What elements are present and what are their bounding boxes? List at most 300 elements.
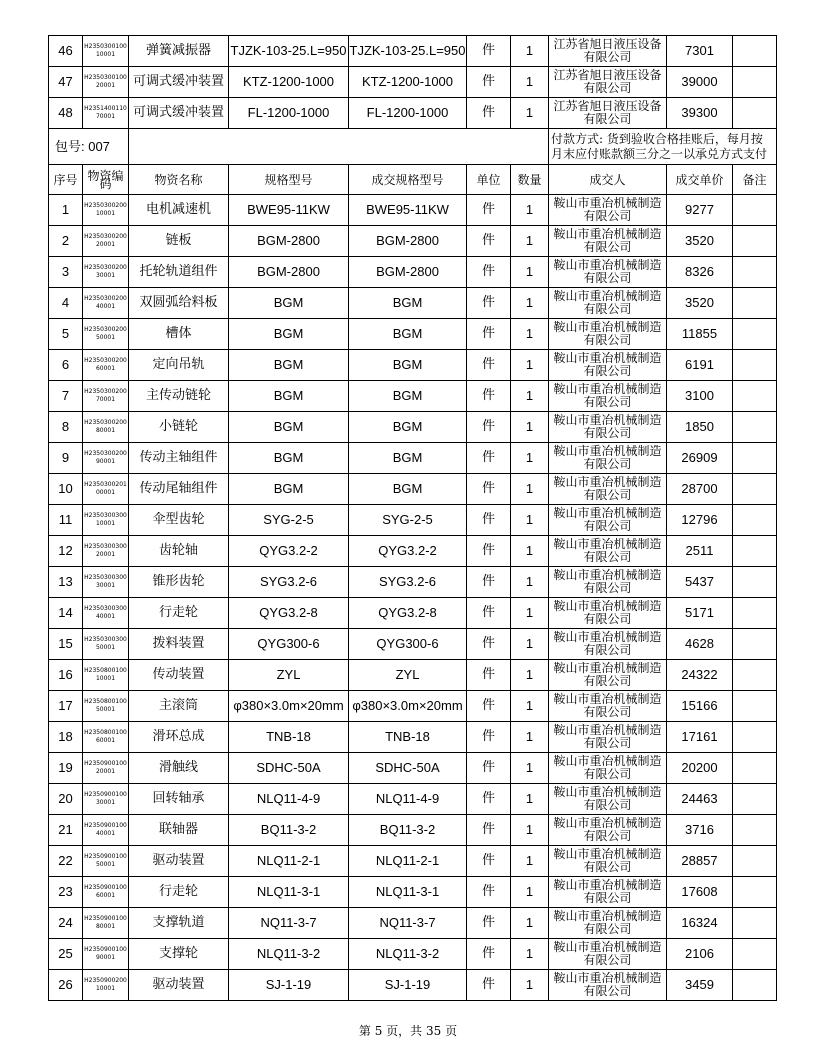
remark (733, 846, 777, 877)
quantity: 1 (511, 598, 549, 629)
spec: BGM (229, 288, 349, 319)
material-name: 齿轮轴 (129, 536, 229, 567)
header-qty: 数量 (511, 165, 549, 195)
header-deal-spec: 成交规格型号 (349, 165, 467, 195)
unit: 件 (467, 350, 511, 381)
table-row (49, 226, 777, 257)
quantity: 1 (511, 36, 549, 67)
remark (733, 505, 777, 536)
table-row (49, 443, 777, 474)
remark (733, 970, 777, 1001)
material-code: H235090010060001 (83, 877, 129, 908)
row-no: 17 (49, 691, 83, 722)
remark (733, 691, 777, 722)
table-row (49, 319, 777, 350)
deal-spec: TNB-18 (349, 722, 467, 753)
quantity: 1 (511, 877, 549, 908)
material-code: H235080010050001 (83, 691, 129, 722)
unit: 件 (467, 908, 511, 939)
table-row (49, 722, 777, 753)
remark (733, 660, 777, 691)
spec: φ380×3.0m×20mm (229, 691, 349, 722)
table-row (49, 691, 777, 722)
remark (733, 784, 777, 815)
row-no: 9 (49, 443, 83, 474)
material-code: H235090010040001 (83, 815, 129, 846)
column-header-row (49, 165, 777, 195)
table-row (49, 598, 777, 629)
row-no: 6 (49, 350, 83, 381)
unit-price: 11855 (667, 319, 733, 350)
table-row (49, 350, 777, 381)
vendor: 鞍山市重冶机械制造有限公司 (549, 753, 667, 784)
row-no: 18 (49, 722, 83, 753)
remark (733, 536, 777, 567)
material-code: H235030020070001 (83, 381, 129, 412)
material-name: 可调式缓冲装置 (129, 98, 229, 129)
material-name: 小链轮 (129, 412, 229, 443)
unit-price: 3100 (667, 381, 733, 412)
remark (733, 722, 777, 753)
unit-price: 28700 (667, 474, 733, 505)
spec: SYG-2-5 (229, 505, 349, 536)
material-name: 弹簧减振器 (129, 36, 229, 67)
spec: TJZK-103-25.L=950 (229, 36, 349, 67)
vendor: 江苏省旭日液压设备有限公司 (549, 67, 667, 98)
unit: 件 (467, 257, 511, 288)
material-name: 拨料装置 (129, 629, 229, 660)
quantity: 1 (511, 815, 549, 846)
material-code: H235080010010001 (83, 660, 129, 691)
page-footer: 第 5 页，共 35 页 (358, 1024, 458, 1038)
material-name: 支撑轮 (129, 939, 229, 970)
table-row (49, 288, 777, 319)
quantity: 1 (511, 784, 549, 815)
unit: 件 (467, 36, 511, 67)
remark (733, 67, 777, 98)
spec: QYG300-6 (229, 629, 349, 660)
material-name: 传动尾轴组件 (129, 474, 229, 505)
row-no: 2 (49, 226, 83, 257)
unit: 件 (467, 722, 511, 753)
quantity: 1 (511, 288, 549, 319)
package-header (49, 129, 777, 195)
material-name: 滑环总成 (129, 722, 229, 753)
unit-price: 39000 (667, 67, 733, 98)
vendor: 鞍山市重冶机械制造有限公司 (549, 784, 667, 815)
material-code: H235030010010001 (83, 36, 129, 67)
deal-spec: BGM (349, 319, 467, 350)
material-name: 联轴器 (129, 815, 229, 846)
material-code: H235090010080001 (83, 908, 129, 939)
material-code: H235090010090001 (83, 939, 129, 970)
unit-price: 6191 (667, 350, 733, 381)
remark (733, 443, 777, 474)
spec: BGM (229, 474, 349, 505)
quantity: 1 (511, 443, 549, 474)
spec: QYG3.2-2 (229, 536, 349, 567)
vendor: 鞍山市重冶机械制造有限公司 (549, 195, 667, 226)
row-no: 16 (49, 660, 83, 691)
unit: 件 (467, 505, 511, 536)
quantity: 1 (511, 257, 549, 288)
deal-spec: BWE95-11KW (349, 195, 467, 226)
vendor: 鞍山市重冶机械制造有限公司 (549, 815, 667, 846)
quantity: 1 (511, 319, 549, 350)
unit-price: 2106 (667, 939, 733, 970)
vendor: 鞍山市重冶机械制造有限公司 (549, 288, 667, 319)
unit-price: 5437 (667, 567, 733, 598)
unit-price: 16324 (667, 908, 733, 939)
vendor: 鞍山市重冶机械制造有限公司 (549, 877, 667, 908)
remark (733, 474, 777, 505)
deal-spec: BQ11-3-2 (349, 815, 467, 846)
spec: BGM (229, 443, 349, 474)
spec: ZYL (229, 660, 349, 691)
unit-price: 9277 (667, 195, 733, 226)
deal-spec: SYG-2-5 (349, 505, 467, 536)
spec: BQ11-3-2 (229, 815, 349, 846)
material-code: H235030020020001 (83, 226, 129, 257)
spec: NLQ11-4-9 (229, 784, 349, 815)
unit-price: 2511 (667, 536, 733, 567)
header-unit: 单位 (467, 165, 511, 195)
remark (733, 350, 777, 381)
deal-spec: QYG300-6 (349, 629, 467, 660)
deal-spec: BGM (349, 474, 467, 505)
unit-price: 12796 (667, 505, 733, 536)
material-code: H235030020030001 (83, 257, 129, 288)
vendor: 鞍山市重冶机械制造有限公司 (549, 443, 667, 474)
unit: 件 (467, 753, 511, 784)
quantity: 1 (511, 722, 549, 753)
remark (733, 598, 777, 629)
material-name: 回转轴承 (129, 784, 229, 815)
remark (733, 412, 777, 443)
unit-price: 8326 (667, 257, 733, 288)
row-no: 11 (49, 505, 83, 536)
remark (733, 753, 777, 784)
remark (733, 288, 777, 319)
vendor: 鞍山市重冶机械制造有限公司 (549, 474, 667, 505)
remark (733, 195, 777, 226)
unit-price: 17608 (667, 877, 733, 908)
deal-spec: BGM-2800 (349, 226, 467, 257)
vendor: 鞍山市重冶机械制造有限公司 (549, 226, 667, 257)
material-name: 定向吊轨 (129, 350, 229, 381)
deal-spec: NQ11-3-7 (349, 908, 467, 939)
vendor: 鞍山市重冶机械制造有限公司 (549, 505, 667, 536)
spec: BGM-2800 (229, 226, 349, 257)
row-no: 24 (49, 908, 83, 939)
unit: 件 (467, 195, 511, 226)
vendor: 鞍山市重冶机械制造有限公司 (549, 567, 667, 598)
material-code: H235030030050001 (83, 629, 129, 660)
material-code: H235090010050001 (83, 846, 129, 877)
row-no: 23 (49, 877, 83, 908)
quantity: 1 (511, 350, 549, 381)
deal-spec: BGM-2800 (349, 257, 467, 288)
vendor: 鞍山市重冶机械制造有限公司 (549, 412, 667, 443)
deal-spec: SYG3.2-6 (349, 567, 467, 598)
remark (733, 939, 777, 970)
unit: 件 (467, 443, 511, 474)
quantity: 1 (511, 98, 549, 129)
table-row (49, 846, 777, 877)
material-name: 链板 (129, 226, 229, 257)
unit: 件 (467, 67, 511, 98)
table-row (49, 877, 777, 908)
material-code: H235080010060001 (83, 722, 129, 753)
material-code: H235030020060001 (83, 350, 129, 381)
unit: 件 (467, 660, 511, 691)
material-code: H235030020010001 (83, 195, 129, 226)
spec: BGM (229, 412, 349, 443)
material-code: H235140011070001 (83, 98, 129, 129)
header-code: 物资编码 (83, 165, 129, 195)
row-no: 20 (49, 784, 83, 815)
table-row (49, 474, 777, 505)
unit-price: 3716 (667, 815, 733, 846)
deal-spec: BGM (349, 381, 467, 412)
table-row (49, 257, 777, 288)
deal-spec: KTZ-1200-1000 (349, 67, 467, 98)
previous-package-rows (49, 36, 777, 129)
table-row (49, 629, 777, 660)
vendor: 鞍山市重冶机械制造有限公司 (549, 629, 667, 660)
spec: TNB-18 (229, 722, 349, 753)
procurement-table (48, 35, 777, 1001)
quantity: 1 (511, 226, 549, 257)
quantity: 1 (511, 536, 549, 567)
unit: 件 (467, 629, 511, 660)
document-page (48, 35, 777, 1001)
quantity: 1 (511, 691, 549, 722)
row-no: 10 (49, 474, 83, 505)
table-row (49, 970, 777, 1001)
deal-spec: φ380×3.0m×20mm (349, 691, 467, 722)
material-name: 主滚筒 (129, 691, 229, 722)
spec: BGM (229, 350, 349, 381)
quantity: 1 (511, 846, 549, 877)
quantity: 1 (511, 908, 549, 939)
vendor: 鞍山市重冶机械制造有限公司 (549, 846, 667, 877)
vendor: 江苏省旭日液压设备有限公司 (549, 98, 667, 129)
row-no: 48 (49, 98, 83, 129)
deal-spec: ZYL (349, 660, 467, 691)
material-name: 双圆弧给料板 (129, 288, 229, 319)
remark (733, 36, 777, 67)
spec: NLQ11-3-2 (229, 939, 349, 970)
material-code: H235030030020001 (83, 536, 129, 567)
unit: 件 (467, 381, 511, 412)
material-name: 锥形齿轮 (129, 567, 229, 598)
deal-spec: FL-1200-1000 (349, 98, 467, 129)
unit: 件 (467, 319, 511, 350)
quantity: 1 (511, 939, 549, 970)
material-code: H235030030040001 (83, 598, 129, 629)
material-name: 行走轮 (129, 598, 229, 629)
material-code: H235030020040001 (83, 288, 129, 319)
unit-price: 5171 (667, 598, 733, 629)
spec: NQ11-3-7 (229, 908, 349, 939)
unit: 件 (467, 567, 511, 598)
spec: FL-1200-1000 (229, 98, 349, 129)
deal-spec: NLQ11-2-1 (349, 846, 467, 877)
unit: 件 (467, 412, 511, 443)
vendor: 鞍山市重冶机械制造有限公司 (549, 257, 667, 288)
material-name: 滑触线 (129, 753, 229, 784)
material-name: 驱动装置 (129, 970, 229, 1001)
vendor: 鞍山市重冶机械制造有限公司 (549, 536, 667, 567)
unit: 件 (467, 691, 511, 722)
row-no: 46 (49, 36, 83, 67)
unit-price: 24322 (667, 660, 733, 691)
row-no: 7 (49, 381, 83, 412)
table-row (49, 753, 777, 784)
deal-spec: TJZK-103-25.L=950 (349, 36, 467, 67)
quantity: 1 (511, 195, 549, 226)
material-code: H235030020050001 (83, 319, 129, 350)
deal-spec: BGM (349, 412, 467, 443)
quantity: 1 (511, 567, 549, 598)
spec: SYG3.2-6 (229, 567, 349, 598)
deal-spec: BGM (349, 288, 467, 319)
table-row (49, 505, 777, 536)
material-code: H235030020100001 (83, 474, 129, 505)
material-code: H235030030010001 (83, 505, 129, 536)
header-name: 物资名称 (129, 165, 229, 195)
row-no: 47 (49, 67, 83, 98)
row-no: 13 (49, 567, 83, 598)
remark (733, 319, 777, 350)
material-name: 支撑轨道 (129, 908, 229, 939)
quantity: 1 (511, 412, 549, 443)
remark (733, 226, 777, 257)
material-name: 传动装置 (129, 660, 229, 691)
remark (733, 567, 777, 598)
header-remark: 备注 (733, 165, 777, 195)
spec: BWE95-11KW (229, 195, 349, 226)
unit: 件 (467, 784, 511, 815)
material-code: H235030020090001 (83, 443, 129, 474)
spec: NLQ11-2-1 (229, 846, 349, 877)
vendor: 鞍山市重冶机械制造有限公司 (549, 691, 667, 722)
row-no: 22 (49, 846, 83, 877)
material-name: 行走轮 (129, 877, 229, 908)
spec: SDHC-50A (229, 753, 349, 784)
remark (733, 877, 777, 908)
material-name: 主传动链轮 (129, 381, 229, 412)
material-name: 伞型齿轮 (129, 505, 229, 536)
quantity: 1 (511, 381, 549, 412)
table-row (49, 36, 777, 67)
quantity: 1 (511, 67, 549, 98)
row-no: 12 (49, 536, 83, 567)
spec: QYG3.2-8 (229, 598, 349, 629)
vendor: 鞍山市重冶机械制造有限公司 (549, 660, 667, 691)
quantity: 1 (511, 629, 549, 660)
table-row (49, 67, 777, 98)
spec: KTZ-1200-1000 (229, 67, 349, 98)
unit-price: 39300 (667, 98, 733, 129)
row-no: 14 (49, 598, 83, 629)
remark (733, 381, 777, 412)
row-no: 1 (49, 195, 83, 226)
row-no: 4 (49, 288, 83, 319)
vendor: 鞍山市重冶机械制造有限公司 (549, 381, 667, 412)
material-code: H235030010020001 (83, 67, 129, 98)
table-row (49, 815, 777, 846)
quantity: 1 (511, 660, 549, 691)
deal-spec: SDHC-50A (349, 753, 467, 784)
vendor: 鞍山市重冶机械制造有限公司 (549, 939, 667, 970)
deal-spec: NLQ11-3-1 (349, 877, 467, 908)
row-no: 8 (49, 412, 83, 443)
unit: 件 (467, 98, 511, 129)
unit: 件 (467, 846, 511, 877)
unit: 件 (467, 474, 511, 505)
material-name: 电机减速机 (129, 195, 229, 226)
deal-spec: BGM (349, 443, 467, 474)
spec: BGM (229, 381, 349, 412)
vendor: 鞍山市重冶机械制造有限公司 (549, 319, 667, 350)
unit-price: 3520 (667, 288, 733, 319)
table-row (49, 939, 777, 970)
quantity: 1 (511, 474, 549, 505)
material-name: 槽体 (129, 319, 229, 350)
unit-price: 3520 (667, 226, 733, 257)
quantity: 1 (511, 970, 549, 1001)
remark (733, 98, 777, 129)
unit: 件 (467, 815, 511, 846)
unit-price: 7301 (667, 36, 733, 67)
table-row (49, 784, 777, 815)
unit: 件 (467, 536, 511, 567)
unit-price: 24463 (667, 784, 733, 815)
vendor: 鞍山市重冶机械制造有限公司 (549, 350, 667, 381)
material-code: H235030030030001 (83, 567, 129, 598)
unit-price: 15166 (667, 691, 733, 722)
spec: SJ-1-19 (229, 970, 349, 1001)
row-no: 19 (49, 753, 83, 784)
material-code: H235030020080001 (83, 412, 129, 443)
material-code: H235090010030001 (83, 784, 129, 815)
remark (733, 815, 777, 846)
quantity: 1 (511, 753, 549, 784)
unit: 件 (467, 970, 511, 1001)
deal-spec: BGM (349, 350, 467, 381)
unit: 件 (467, 598, 511, 629)
unit-price: 26909 (667, 443, 733, 474)
table-row (49, 412, 777, 443)
package-label: 包号: 007 (49, 129, 129, 165)
unit: 件 (467, 226, 511, 257)
spec: NLQ11-3-1 (229, 877, 349, 908)
spec: BGM-2800 (229, 257, 349, 288)
table-row (49, 381, 777, 412)
unit: 件 (467, 877, 511, 908)
table-row (49, 98, 777, 129)
unit-price: 20200 (667, 753, 733, 784)
spec: BGM (229, 319, 349, 350)
material-code: H235090020010001 (83, 970, 129, 1001)
deal-spec: NLQ11-4-9 (349, 784, 467, 815)
unit-price: 28857 (667, 846, 733, 877)
unit-price: 3459 (667, 970, 733, 1001)
table-row (49, 567, 777, 598)
vendor: 鞍山市重冶机械制造有限公司 (549, 598, 667, 629)
